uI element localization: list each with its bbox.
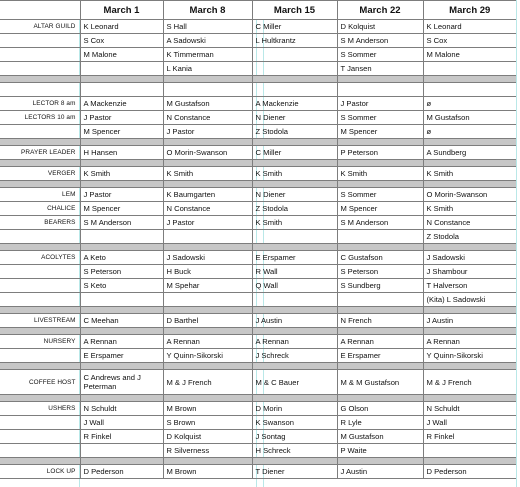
- separator-row: [0, 76, 516, 83]
- assignment-cell: M & M Gustafson: [337, 370, 423, 395]
- separator-cell: [0, 160, 80, 167]
- assignment-cell: Y Quinn-Sikorski: [163, 349, 252, 363]
- assignment-cell: D Barthel: [163, 314, 252, 328]
- assignment-cell: N Constance: [163, 202, 252, 216]
- separator-cell: [0, 307, 80, 314]
- assignment-cell: S Hall: [163, 20, 252, 34]
- separator-row: [0, 363, 516, 370]
- schedule-row: [0, 34, 516, 48]
- assignment-cell: K Leonard: [80, 20, 163, 34]
- separator-cell: [163, 139, 252, 146]
- assignment-cell: S Keto: [80, 279, 163, 293]
- assignment-cell: S Sundberg: [337, 279, 423, 293]
- assignment-cell: J Pastor: [80, 111, 163, 125]
- separator-cell: [423, 76, 516, 83]
- separator-row: [0, 244, 516, 251]
- assignment-cell: M Malone: [423, 48, 516, 62]
- role-label: [0, 230, 80, 244]
- assignment-cell: E Erspamer: [80, 349, 163, 363]
- assignment-cell: A Mackenzie: [80, 97, 163, 111]
- assignment-cell: M & C Bauer: [252, 370, 337, 395]
- schedule-row: [0, 167, 516, 181]
- assignment-cell: [337, 230, 423, 244]
- assignment-cell: K Smith: [80, 167, 163, 181]
- assignment-cell: S Sommer: [337, 48, 423, 62]
- role-label: [0, 279, 80, 293]
- assignment-cell: P Peterson: [337, 146, 423, 160]
- schedule-row: [0, 202, 516, 216]
- assignment-cell: A Sundberg: [423, 146, 516, 160]
- separator-cell: [252, 395, 337, 402]
- assignment-cell: J Pastor: [163, 216, 252, 230]
- separator-cell: [252, 76, 337, 83]
- separator-cell: [423, 307, 516, 314]
- assignment-cell: J Wall: [423, 416, 516, 430]
- separator-row: [0, 181, 516, 188]
- blank-cell: [80, 83, 163, 97]
- separator-cell: [0, 363, 80, 370]
- assignment-cell: H Schreck: [252, 444, 337, 458]
- assignment-cell: Z Stodola: [423, 230, 516, 244]
- schedule-row: [0, 349, 516, 363]
- assignment-cell: S Sommer: [337, 188, 423, 202]
- schedule-row: [0, 279, 516, 293]
- role-label: PRAYER LEADER: [0, 146, 80, 160]
- assignment-cell: K Baumgarten: [163, 188, 252, 202]
- assignment-cell: [80, 444, 163, 458]
- assignment-cell: G Olson: [337, 402, 423, 416]
- separator-cell: [80, 458, 163, 465]
- assignment-cell: S M Anderson: [337, 216, 423, 230]
- assignment-cell: [337, 293, 423, 307]
- separator-cell: [252, 139, 337, 146]
- role-label: [0, 430, 80, 444]
- role-label: ALTAR GUILD: [0, 20, 80, 34]
- assignment-cell: A Sadowski: [163, 34, 252, 48]
- schedule-row: [0, 111, 516, 125]
- date-header: March 8: [163, 1, 252, 20]
- role-label: [0, 293, 80, 307]
- assignment-cell: M Spehar: [163, 279, 252, 293]
- assignment-cell: K Timmerman: [163, 48, 252, 62]
- assignment-cell: [423, 62, 516, 76]
- separator-cell: [423, 458, 516, 465]
- separator-cell: [80, 139, 163, 146]
- schedule-row: [0, 314, 516, 328]
- separator-cell: [252, 160, 337, 167]
- assignment-cell: M Brown: [163, 465, 252, 479]
- assignment-cell: D Kolquist: [163, 430, 252, 444]
- role-label: LECTOR 8 am: [0, 97, 80, 111]
- schedule-row: [0, 265, 516, 279]
- separator-row: [0, 395, 516, 402]
- schedule-row: [0, 465, 516, 479]
- schedule-row: [0, 20, 516, 34]
- separator-row: [0, 328, 516, 335]
- assignment-cell: J Pastor: [337, 97, 423, 111]
- assignment-cell: C Andrews and J Peterman: [80, 370, 163, 395]
- separator-cell: [0, 328, 80, 335]
- separator-cell: [423, 328, 516, 335]
- separator-cell: [80, 76, 163, 83]
- separator-cell: [163, 160, 252, 167]
- assignment-cell: J Austin: [423, 314, 516, 328]
- assignment-cell: M Spencer: [80, 202, 163, 216]
- schedule-row: [0, 146, 516, 160]
- assignment-cell: S Cox: [423, 34, 516, 48]
- separator-cell: [0, 244, 80, 251]
- assignment-cell: N French: [337, 314, 423, 328]
- assignment-cell: [252, 230, 337, 244]
- separator-cell: [337, 181, 423, 188]
- separator-cell: [163, 76, 252, 83]
- assignment-cell: E Erspamer: [337, 349, 423, 363]
- assignment-cell: K Swanson: [252, 416, 337, 430]
- separator-cell: [0, 458, 80, 465]
- assignment-cell: [252, 293, 337, 307]
- date-header: March 22: [337, 1, 423, 20]
- assignment-cell: H Buck: [163, 265, 252, 279]
- assignment-cell: M Spencer: [337, 202, 423, 216]
- assignment-cell: [80, 230, 163, 244]
- schedule-row: [0, 188, 516, 202]
- separator-cell: [337, 139, 423, 146]
- separator-cell: [163, 363, 252, 370]
- separator-cell: [252, 307, 337, 314]
- schedule-row: [0, 335, 516, 349]
- separator-cell: [337, 458, 423, 465]
- separator-cell: [337, 363, 423, 370]
- assignment-cell: L Kania: [163, 62, 252, 76]
- assignment-cell: M Gustafson: [163, 97, 252, 111]
- separator-cell: [0, 395, 80, 402]
- separator-row: [0, 160, 516, 167]
- separator-cell: [252, 363, 337, 370]
- assignment-cell: S Cox: [80, 34, 163, 48]
- role-label: [0, 444, 80, 458]
- assignment-cell: S M Anderson: [337, 34, 423, 48]
- assignment-cell: K Smith: [423, 167, 516, 181]
- assignment-cell: J Austin: [337, 465, 423, 479]
- assignment-cell: K Smith: [252, 216, 337, 230]
- role-label: BEARERS: [0, 216, 80, 230]
- assignment-cell: T Diener: [252, 465, 337, 479]
- assignment-cell: D Morin: [252, 402, 337, 416]
- assignment-cell: N Diener: [252, 111, 337, 125]
- separator-cell: [337, 328, 423, 335]
- role-label: VERGER: [0, 167, 80, 181]
- schedule-row: [0, 444, 516, 458]
- assignment-cell: Z Stodola: [252, 202, 337, 216]
- role-label: LOCK UP: [0, 465, 80, 479]
- separator-cell: [337, 395, 423, 402]
- role-label: USHERS: [0, 402, 80, 416]
- assignment-cell: ø: [423, 97, 516, 111]
- separator-cell: [163, 244, 252, 251]
- separator-cell: [0, 76, 80, 83]
- role-label: LECTORS 10 am: [0, 111, 80, 125]
- separator-cell: [337, 160, 423, 167]
- assignment-cell: M Spencer: [80, 125, 163, 139]
- assignment-cell: J Pastor: [163, 125, 252, 139]
- assignment-cell: M Malone: [80, 48, 163, 62]
- assignment-cell: K Smith: [252, 167, 337, 181]
- role-label: LIVESTREAM: [0, 314, 80, 328]
- role-label: [0, 62, 80, 76]
- assignment-cell: J Shambour: [423, 265, 516, 279]
- separator-cell: [337, 244, 423, 251]
- role-label: [0, 125, 80, 139]
- blank-cell: [0, 83, 80, 97]
- assignment-cell: N Constance: [423, 216, 516, 230]
- assignment-cell: J Schreck: [252, 349, 337, 363]
- assignment-cell: L Hultkrantz: [252, 34, 337, 48]
- assignment-cell: C Gustafson: [337, 251, 423, 265]
- separator-cell: [163, 458, 252, 465]
- role-label: [0, 34, 80, 48]
- assignment-cell: R Finkel: [423, 430, 516, 444]
- assignment-cell: J Pastor: [80, 188, 163, 202]
- separator-cell: [252, 181, 337, 188]
- separator-cell: [337, 76, 423, 83]
- assignment-cell: N Schuldt: [80, 402, 163, 416]
- separator-cell: [0, 139, 80, 146]
- date-header: March 15: [252, 1, 337, 20]
- separator-row: [0, 458, 516, 465]
- separator-cell: [423, 395, 516, 402]
- schedule-row: [0, 293, 516, 307]
- separator-cell: [163, 395, 252, 402]
- assignment-cell: K Smith: [423, 202, 516, 216]
- separator-cell: [423, 139, 516, 146]
- assignment-cell: R Silverness: [163, 444, 252, 458]
- role-label: LEM: [0, 188, 80, 202]
- assignment-cell: M Gustafson: [337, 430, 423, 444]
- assignment-cell: [163, 230, 252, 244]
- assignment-cell: C Miller: [252, 146, 337, 160]
- assignment-cell: R Finkel: [80, 430, 163, 444]
- assignment-cell: Q Wall: [252, 279, 337, 293]
- assignment-cell: [423, 444, 516, 458]
- assignment-cell: H Hansen: [80, 146, 163, 160]
- separator-cell: [423, 244, 516, 251]
- assignment-cell: M Spencer: [337, 125, 423, 139]
- assignment-cell: C Miller: [252, 20, 337, 34]
- assignment-cell: (Kita) L Sadowski: [423, 293, 516, 307]
- assignment-cell: T Jansen: [337, 62, 423, 76]
- separator-cell: [80, 244, 163, 251]
- assignment-cell: Y Quinn-Sikorski: [423, 349, 516, 363]
- assignment-cell: N Constance: [163, 111, 252, 125]
- assignment-cell: A Rennan: [337, 335, 423, 349]
- schedule-row: [0, 430, 516, 444]
- assignment-cell: S Brown: [163, 416, 252, 430]
- role-label: COFFEE HOST: [0, 370, 80, 395]
- assignment-cell: E Erspamer: [252, 251, 337, 265]
- assignment-cell: S Peterson: [337, 265, 423, 279]
- separator-cell: [252, 244, 337, 251]
- schedule-row: [0, 416, 516, 430]
- assignment-cell: [80, 62, 163, 76]
- assignment-cell: N Schuldt: [423, 402, 516, 416]
- corner-cell: [0, 1, 80, 20]
- assignment-cell: M Brown: [163, 402, 252, 416]
- separator-row: [0, 139, 516, 146]
- assignment-cell: J Wall: [80, 416, 163, 430]
- assignment-cell: A Mackenzie: [252, 97, 337, 111]
- blank-cell: [163, 83, 252, 97]
- separator-cell: [80, 328, 163, 335]
- assignment-cell: S M Anderson: [80, 216, 163, 230]
- assignment-cell: J Austin: [252, 314, 337, 328]
- schedule-row: [0, 125, 516, 139]
- schedule-row: [0, 48, 516, 62]
- schedule-row: [0, 230, 516, 244]
- blank-row: [0, 83, 516, 97]
- assignment-cell: A Rennan: [80, 335, 163, 349]
- separator-cell: [423, 363, 516, 370]
- assignment-cell: A Rennan: [163, 335, 252, 349]
- separator-cell: [163, 181, 252, 188]
- date-header: March 1: [80, 1, 163, 20]
- schedule-row: [0, 251, 516, 265]
- assignment-cell: C Meehan: [80, 314, 163, 328]
- assignment-cell: A Rennan: [252, 335, 337, 349]
- separator-cell: [423, 160, 516, 167]
- separator-cell: [423, 181, 516, 188]
- assignment-cell: D Pederson: [423, 465, 516, 479]
- assignment-cell: [80, 293, 163, 307]
- assignment-cell: S Peterson: [80, 265, 163, 279]
- assignment-cell: M & J French: [163, 370, 252, 395]
- assignment-cell: Z Stodola: [252, 125, 337, 139]
- schedule-row: [0, 370, 516, 395]
- separator-cell: [80, 307, 163, 314]
- assignment-cell: [252, 48, 337, 62]
- assignment-cell: ø: [423, 125, 516, 139]
- assignment-cell: O Morin-Swanson: [423, 188, 516, 202]
- assignment-cell: M & J French: [423, 370, 516, 395]
- separator-cell: [80, 395, 163, 402]
- separator-cell: [163, 307, 252, 314]
- role-label: CHALICE: [0, 202, 80, 216]
- separator-cell: [80, 363, 163, 370]
- assignment-cell: J Sadowski: [163, 251, 252, 265]
- separator-cell: [252, 328, 337, 335]
- assignment-cell: K Leonard: [423, 20, 516, 34]
- assignment-cell: [163, 293, 252, 307]
- assignment-cell: K Smith: [163, 167, 252, 181]
- assignment-cell: D Pederson: [80, 465, 163, 479]
- assignment-cell: [252, 62, 337, 76]
- blank-cell: [423, 83, 516, 97]
- separator-row: [0, 307, 516, 314]
- date-header: March 29: [423, 1, 516, 20]
- schedule-row: [0, 97, 516, 111]
- guide-line: [516, 0, 517, 487]
- assignment-cell: J Sontag: [252, 430, 337, 444]
- assignment-cell: K Smith: [337, 167, 423, 181]
- separator-cell: [252, 458, 337, 465]
- separator-cell: [163, 328, 252, 335]
- assignment-cell: R Wall: [252, 265, 337, 279]
- role-label: [0, 48, 80, 62]
- assignment-cell: O Morin-Swanson: [163, 146, 252, 160]
- assignment-cell: N Diener: [252, 188, 337, 202]
- schedule-row: [0, 62, 516, 76]
- role-label: NURSERY: [0, 335, 80, 349]
- header-row: [0, 1, 516, 20]
- schedule-row: [0, 402, 516, 416]
- separator-cell: [80, 181, 163, 188]
- role-label: [0, 349, 80, 363]
- assignment-cell: R Lyle: [337, 416, 423, 430]
- schedule-row: [0, 216, 516, 230]
- assignment-cell: P Waite: [337, 444, 423, 458]
- assignment-cell: D Kolquist: [337, 20, 423, 34]
- assignment-cell: A Keto: [80, 251, 163, 265]
- assignment-cell: T Halverson: [423, 279, 516, 293]
- assignment-cell: S Sommer: [337, 111, 423, 125]
- assignment-cell: M Gustafson: [423, 111, 516, 125]
- role-label: [0, 416, 80, 430]
- separator-cell: [80, 160, 163, 167]
- separator-cell: [0, 181, 80, 188]
- blank-cell: [252, 83, 337, 97]
- separator-cell: [337, 307, 423, 314]
- blank-cell: [337, 83, 423, 97]
- assignment-cell: J Sadowski: [423, 251, 516, 265]
- role-label: [0, 265, 80, 279]
- role-label: ACOLYTES: [0, 251, 80, 265]
- assignment-cell: A Rennan: [423, 335, 516, 349]
